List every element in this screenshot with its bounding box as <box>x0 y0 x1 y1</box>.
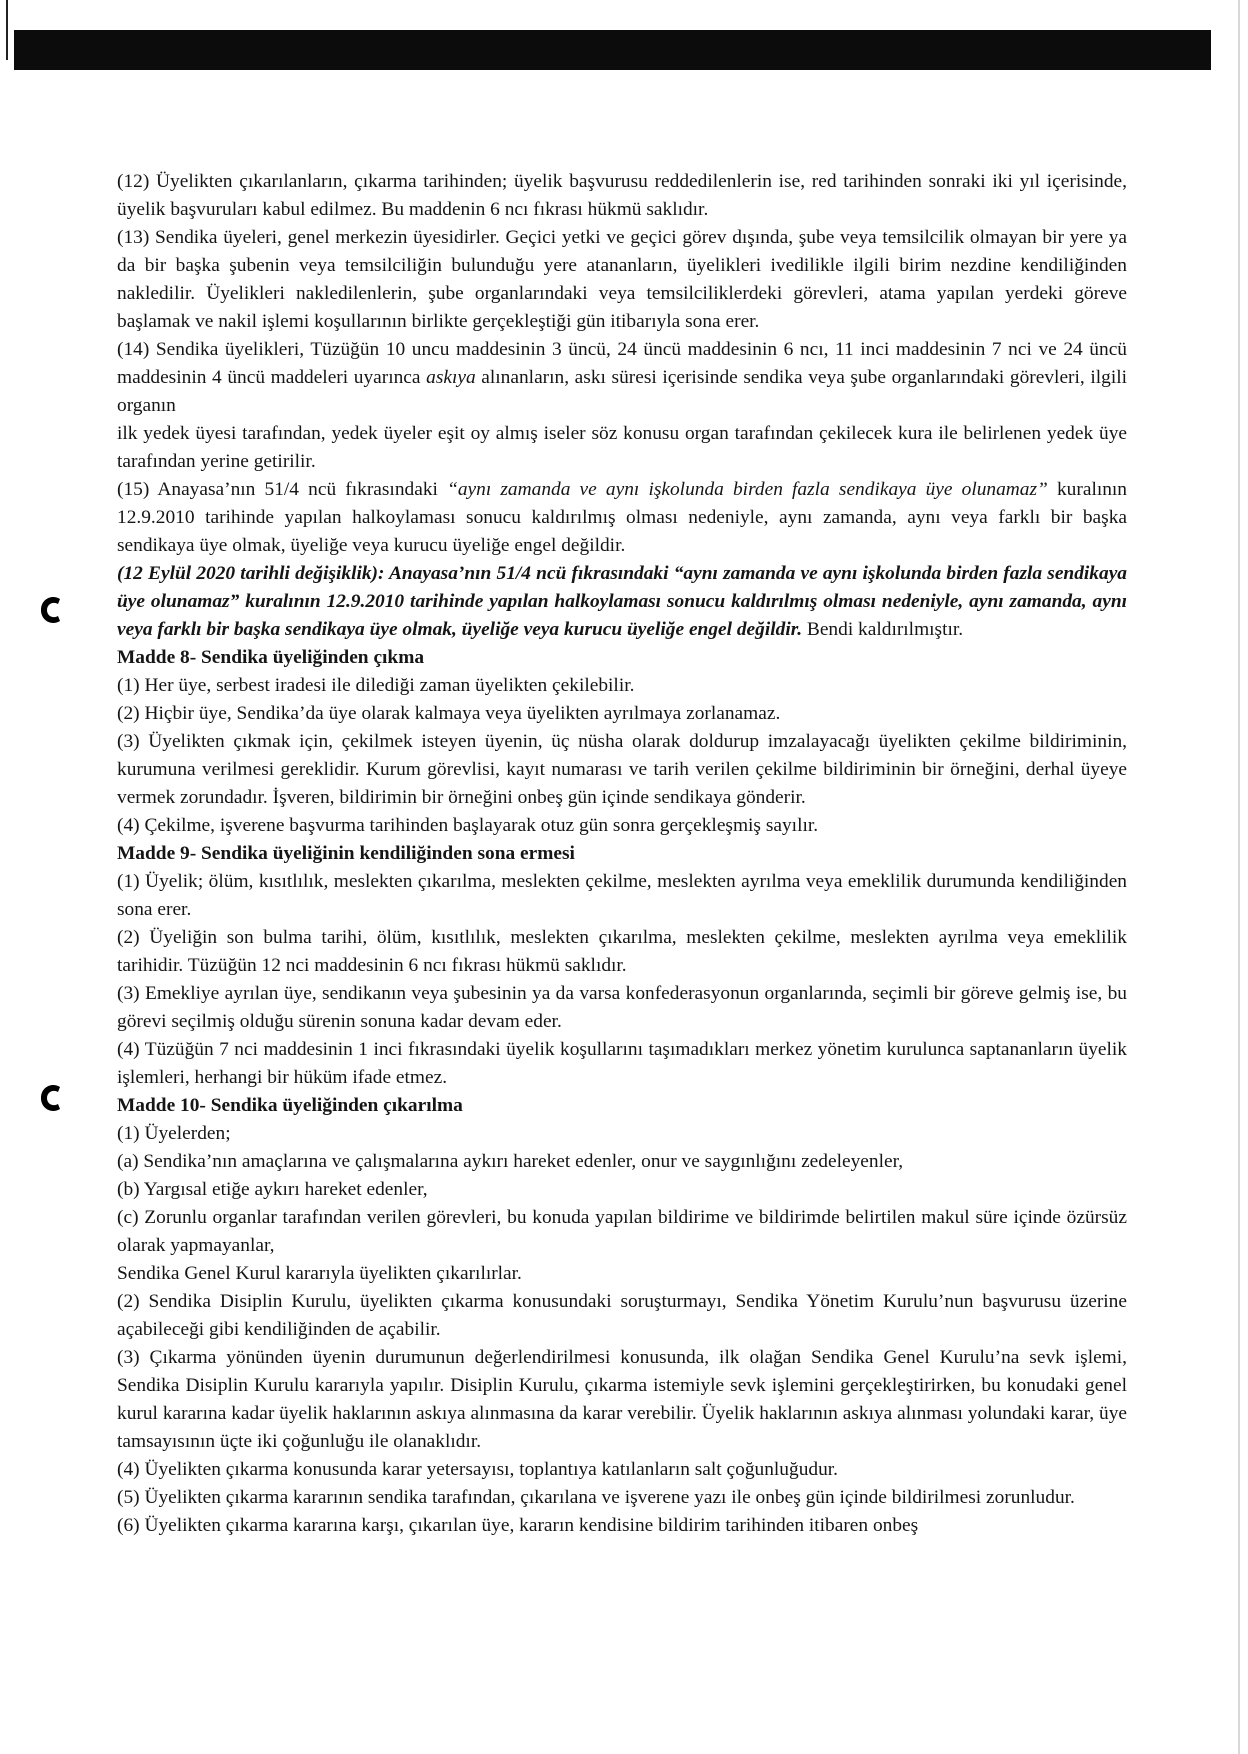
paragraph-14-part1 <box>117 336 1127 420</box>
article-10-clause-4: (4) Üyelikten çıkarma konusunda karar yetersayısı, toplantıya katılanların salt çoğunluğudur. <box>117 1459 839 1480</box>
text-run: (14) Sendika üyelikleri, Tüzüğün 10 uncu maddesinin 3 üncü, 24 üncü maddesinin 6 ncı, 11 inci maddesinin 7 nci ve 24 üncü maddesinin 4 üncü maddeleri uyarınca <box>117 339 1127 388</box>
article-8-clause-2: (2) Hiçbir üye, Sendika’da üye olarak kalmaya veya üyelikten ayrılmaya zorlanamaz. <box>117 703 781 724</box>
article-10-item-c: (c) Zorunlu organlar tarafından verilen görevleri, bu konuda yapılan bildirime ve bildirimde belirtilen makul süre içinde özürsüz olarak yapmayanlar, <box>117 1207 1127 1256</box>
binder-c-mark-icon <box>38 1081 66 1115</box>
article-9-clause-4: (4) Tüzüğün 7 nci maddesinin 1 inci fıkrasındaki üyelik koşullarını taşımadıkları merkez yönetim kurulunca saptananların üyelik işlemleri, herhangi bir hüküm ifade etmez. <box>117 1039 1127 1088</box>
page-edge-left <box>6 0 8 60</box>
article-10-clause-1: (1) Üyelerden; <box>117 1123 231 1144</box>
paragraph-13: (13) Sendika üyeleri, genel merkezin üyesidirler. Geçici yetki ve geçici görev dışında, şube veya temsilcilik olmayan bir yere ya da bir başka şubenin veya temsilciliğin bulunduğu yere atananların, üyelikleri ivedilikle ilgili birim nezdine kendiliğinden nakledilir. Üyelikleri nakledilenlerin, şube organlarındaki veya temsilciliklerdeki görevleri, atama yapılan yerdeki göreve başlamak ve nakil işlemi koşullarının birlikte gerçekleştiği gün itibarıyla sona erer. <box>117 227 1127 332</box>
scanned-header-bar <box>14 30 1211 70</box>
paragraph-12: (12) Üyelikten çıkarılanların, çıkarma tarihinden; üyelik başvurusu reddedilenlerin ise, red tarihinden sonraki iki yıl içerisinde, üyelik başvuruları kabul edilmez. Bu maddenin 6 ncı fıkrası hükmü saklıdır. <box>117 171 1127 220</box>
text-run: kuralının 12.9.2010 tarihinde yapılan halkoylaması sonucu kaldırılmış olması nedeniyle, aynı zamanda, aynı veya farklı bir başka sendikaya üye olmak, üyeliğe veya kurucu üyeliğe engel değildir. <box>117 479 1127 556</box>
paragraph-15 <box>117 476 1127 560</box>
italic-term: askıya <box>426 367 476 388</box>
article-8-clause-4: (4) Çekilme, işverene başvurma tarihinden başlayarak otuz gün sonra gerçekleşmiş sayılır. <box>117 815 819 836</box>
amendment-note <box>117 560 1127 644</box>
article-8-heading: Madde 8- Sendika üyeliğinden çıkma <box>117 647 425 668</box>
paragraph-14-part2: ilk yedek üyesi tarafından, yedek üyeler eşit oy almış iseler söz konusu organ tarafından çekilecek kura ile belirlenen yedek üye tarafından yerine getirilir. <box>117 423 1127 472</box>
page-edge-right <box>1238 0 1240 1754</box>
amendment-bold-text: (12 Eylül 2020 tarihli değişiklik): Anayasa’nın 51/4 ncü fıkrasındaki “aynı zamanda ve aynı işkolunda birden fazla sendikaya üye olunamaz” kuralının 12.9.2010 tarihinde yapılan halkoylaması sonucu kaldırılmış olması nedeniyle, aynı zamanda, aynı veya farklı bir başka sendikaya üye olmak, üyeliğe veya kurucu üyeliğe engel değildir. <box>117 563 1127 640</box>
article-10-clause-2: (2) Sendika Disiplin Kurulu, üyelikten çıkarma konusundaki soruşturmayı, Sendika Yönetim Kurulu’nun başvurusu üzerine açabileceği gibi kendiliğinden de açabilir. <box>117 1291 1127 1340</box>
article-9-clause-2: (2) Üyeliğin son bulma tarihi, ölüm, kısıtlılık, meslekten çıkarılma, meslekten çekilme, meslekten ayrılma veya emeklilik tarihidir. Tüzüğün 12 nci maddesinin 6 ncı fıkrası hükmü saklıdır. <box>117 927 1127 976</box>
article-10-clause-3: (3) Çıkarma yönünden üyenin durumunun değerlendirilmesi konusunda, ilk olağan Sendika Genel Kurulu’na sevk işlemi, Sendika Disiplin Kurulu kararıyla yapılır. Disiplin Kurulu, çıkarma istemiyle sevk işlemini gerçekleştirirken, bu konudaki genel kurul kararına kadar üyelik haklarının askıya alınmasına da karar verebilir. Üyelik haklarının askıya alınması yolundaki karar, üye tamsayısının üçte iki çoğunluğu ile olanaklıdır. <box>117 1347 1127 1452</box>
article-8-clause-3: (3) Üyelikten çıkmak için, çekilmek isteyen üyenin, üç nüsha olarak doldurup imzalayacağı üyelikten çekilme bildiriminin, kurumuna verilmesi gereklidir. Kurum görevlisi, kayıt numarası ve tarih verilen çekilme bildiriminin bir örneğini, derhal üyeye vermek zorundadır. İşveren, bildirimin bir örneğini onbeş gün içinde sendikaya gönderir. <box>117 731 1127 808</box>
document-body <box>117 168 1127 1540</box>
article-9-heading: Madde 9- Sendika üyeliğinin kendiliğinden sona ermesi <box>117 843 575 864</box>
text-run: (15) Anayasa’nın 51/4 ncü fıkrasındaki <box>117 479 448 500</box>
text-run: alınanların, askı süresi içerisinde sendika veya şube organlarındaki görevleri, ilgili organın <box>117 367 1127 416</box>
article-10-clause-6: (6) Üyelikten çıkarma kararına karşı, çıkarılan üye, kararın kendisine bildirim tarihinden itibaren onbeş <box>117 1515 919 1536</box>
article-9-clause-3: (3) Emekliye ayrılan üye, sendikanın veya şubesinin ya da varsa konfederasyonun organlarında, seçimli bir göreve gelmiş ise, bu görevi seçilmiş olduğu sürenin sonuna kadar devam eder. <box>117 983 1127 1032</box>
article-10-heading: Madde 10- Sendika üyeliğinden çıkarılma <box>117 1095 463 1116</box>
article-10-item-b: (b) Yargısal etiğe aykırı hareket edenler, <box>117 1179 428 1200</box>
article-8-clause-1: (1) Her üye, serbest iradesi ile dilediği zaman üyelikten çekilebilir. <box>117 675 635 696</box>
article-9-clause-1: (1) Üyelik; ölüm, kısıtlılık, meslekten çıkarılma, meslekten çekilme, meslekten ayrılma veya emeklilik durumunda kendiliğinden sona erer. <box>117 871 1127 920</box>
italic-quote: “aynı zamanda ve aynı işkolunda birden fazla sendikaya üye olunamaz” <box>447 479 1048 500</box>
binder-c-mark-icon <box>38 593 66 627</box>
article-10-item-a: (a) Sendika’nın amaçlarına ve çalışmalarına aykırı hareket edenler, onur ve saygınlığını zedeleyenler, <box>117 1151 904 1172</box>
article-10-clause-1-conclusion: Sendika Genel Kurul kararıyla üyelikten çıkarılırlar. <box>117 1263 522 1284</box>
article-10-clause-5: (5) Üyelikten çıkarma kararının sendika tarafından, çıkarılana ve işverene yazı ile onbeş gün içinde bildirilmesi zorunludur. <box>117 1487 1075 1508</box>
amendment-tail: Bendi kaldırılmıştır. <box>802 619 964 640</box>
